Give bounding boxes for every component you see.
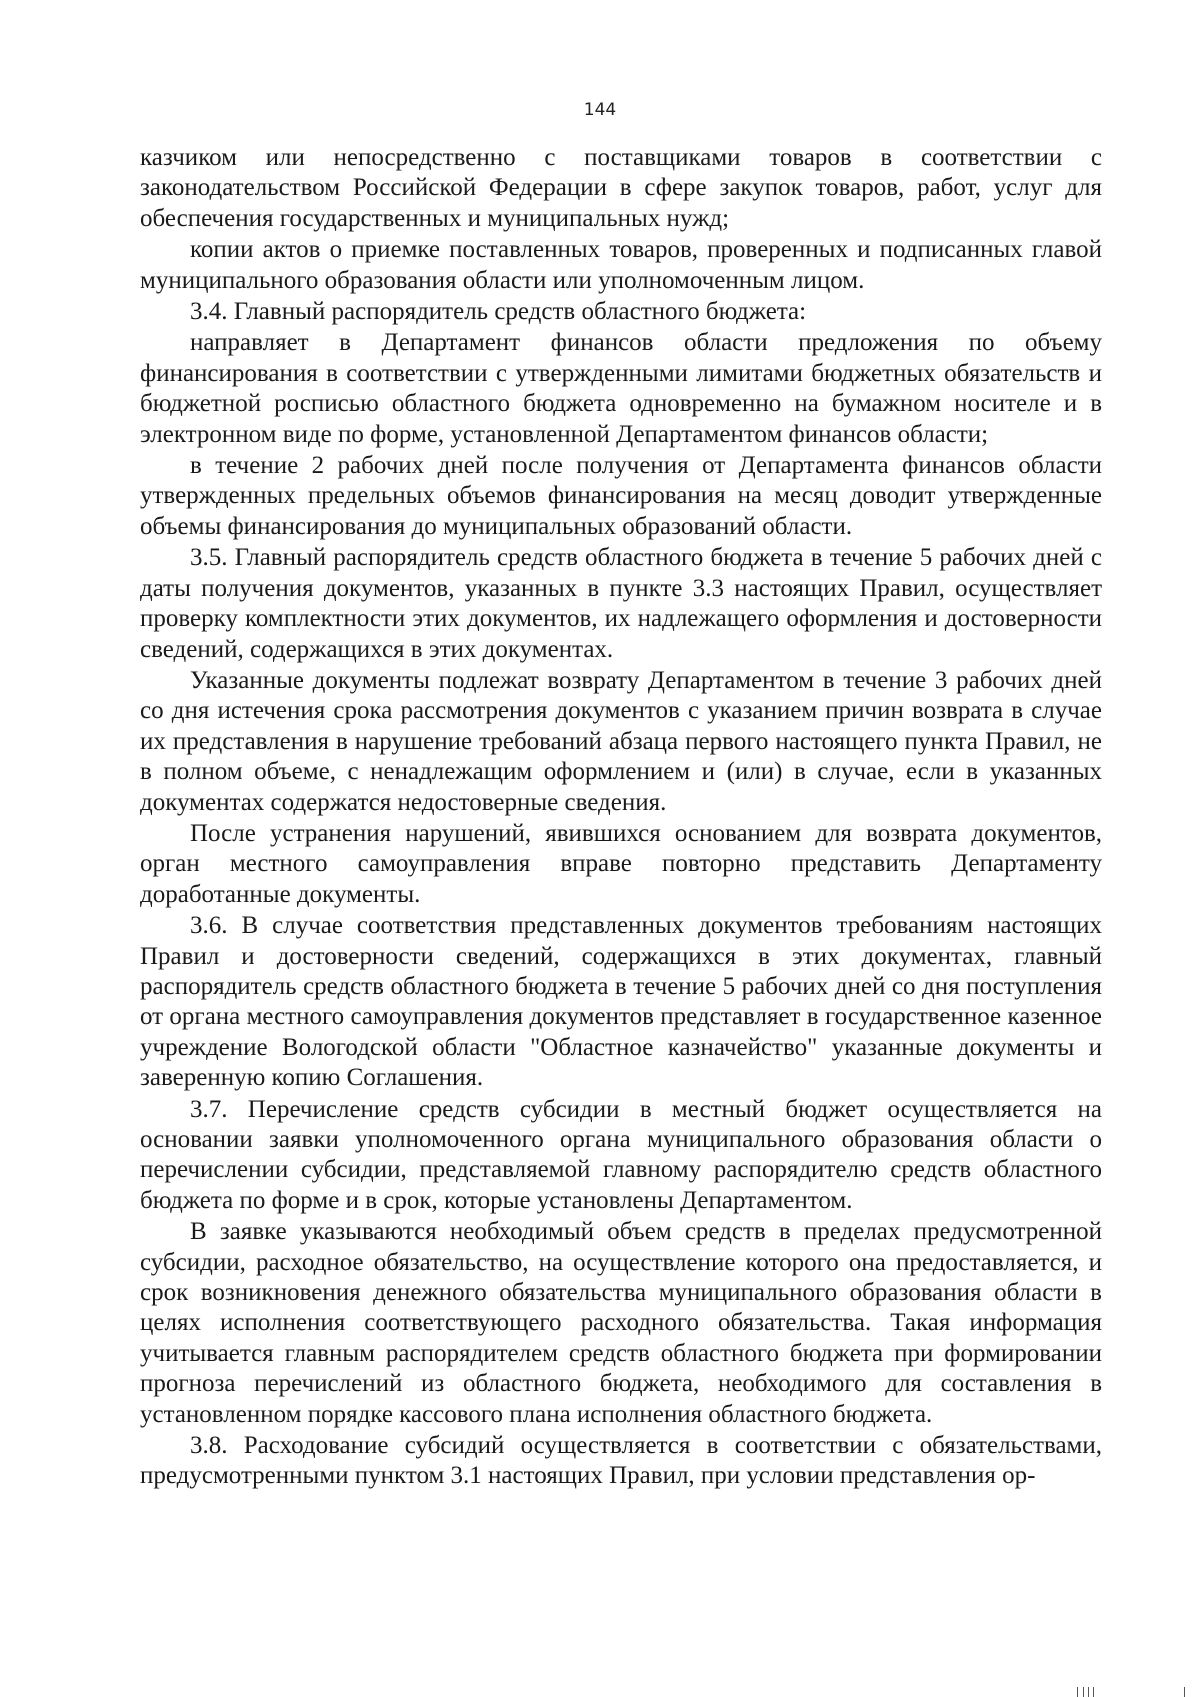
paragraph: 3.7. Перечисление средств субсидии в местный бюджет осуществляется на основании заявки уполномоченного органа муниципального образования области о перечислении субсидии, представляемой главному распорядителю средств областного бюджета по форме и в срок, которые установлены Департаментом. xyxy=(140,1095,1102,1214)
scan-edge-marks xyxy=(0,1685,1200,1697)
paragraph: 3.5. Главный распорядитель средств областного бюджета в течение 5 рабочих дней с даты получения документов, указанных в пункте 3.3 настоящих Правил, осуществляет проверку комплектности этих документов, их надлежащего оформления и достоверности сведений, содержащихся в этих документах. xyxy=(140,544,1102,663)
paragraph: Указанные документы подлежат возврату Департаментом в течение 3 рабочих дней со дня истечения срока рассмотрения документов с указанием причин возврата в случае их представления в нарушение требований абзаца первого настоящего пункта Правил, не в полном объеме, с ненадлежащим оформлением и (или) в случае, если в указанных документах содержатся недостоверные сведения. xyxy=(140,666,1102,816)
paragraph: После устранения нарушений, явившихся основанием для возврата документов, орган местного самоуправления вправе повторно представить Департаменту доработанные документы. xyxy=(140,819,1102,908)
paragraph: направляет в Департамент финансов области предложения по объему финансирования в соответствии с утвержденными лимитами бюджетных обязательств и бюджетной росписью областного бюджета одновременно на бумажном носителе и в электронном виде по форме, установленной Департаментом финансов области; xyxy=(140,329,1102,448)
paragraph: в течение 2 рабочих дней после получения от Департамента финансов области утвержденных предельных объемов финансирования на месяц доводит утвержденные объемы финансирования до муниципальных образований области. xyxy=(140,452,1102,540)
paragraph: 3.4. Главный распорядитель средств областного бюджета: xyxy=(190,298,807,326)
paragraph: казчиком или непосредственно с поставщиками товаров в соответствии с законодательством Российской Федерации в сфере закупок товаров, работ, услуг для обеспечения государственных и муниципальных нужд; xyxy=(140,144,1102,232)
document-body xyxy=(140,143,1102,1493)
paragraph: В заявке указываются необходимый объем средств в пределах предусмотренной субсидии, расходное обязательство, на осуществление которого она предоставляется, и срок возникновения денежного обязательства муниципального образования области в целях исполнения соответствующего расходного обязательства. Такая информация учитывается главным распорядителем средств областного бюджета при формировании прогноза перечислений из областного бюджета, необходимого для составления в установленном порядке кассового плана исполнения областного бюджета. xyxy=(140,1218,1102,1428)
paragraph: 3.6. В случае соответствия представленных документов требованиям настоящих Правил и достоверности сведений, содержащихся в этих документах, главный распорядитель средств областного бюджета в течение 5 рабочих дней со дня поступления от органа местного самоуправления документов представляет в государственное казенное учреждение Вологодской области "Областное казначейство" указанные документы и заверенную копию Соглашения. xyxy=(140,912,1102,1092)
paragraph: 3.8. Расходование субсидий осуществляется в соответствии с обязательствами, предусмотренными пунктом 3.1 настоящих Правил, при условии представления ор- xyxy=(140,1432,1102,1490)
paragraph: копии актов о приемке поставленных товаров, проверенных и подписанных главой муниципального образования области или уполномоченным лицом. xyxy=(140,236,1102,294)
page-number: 144 xyxy=(583,100,617,120)
